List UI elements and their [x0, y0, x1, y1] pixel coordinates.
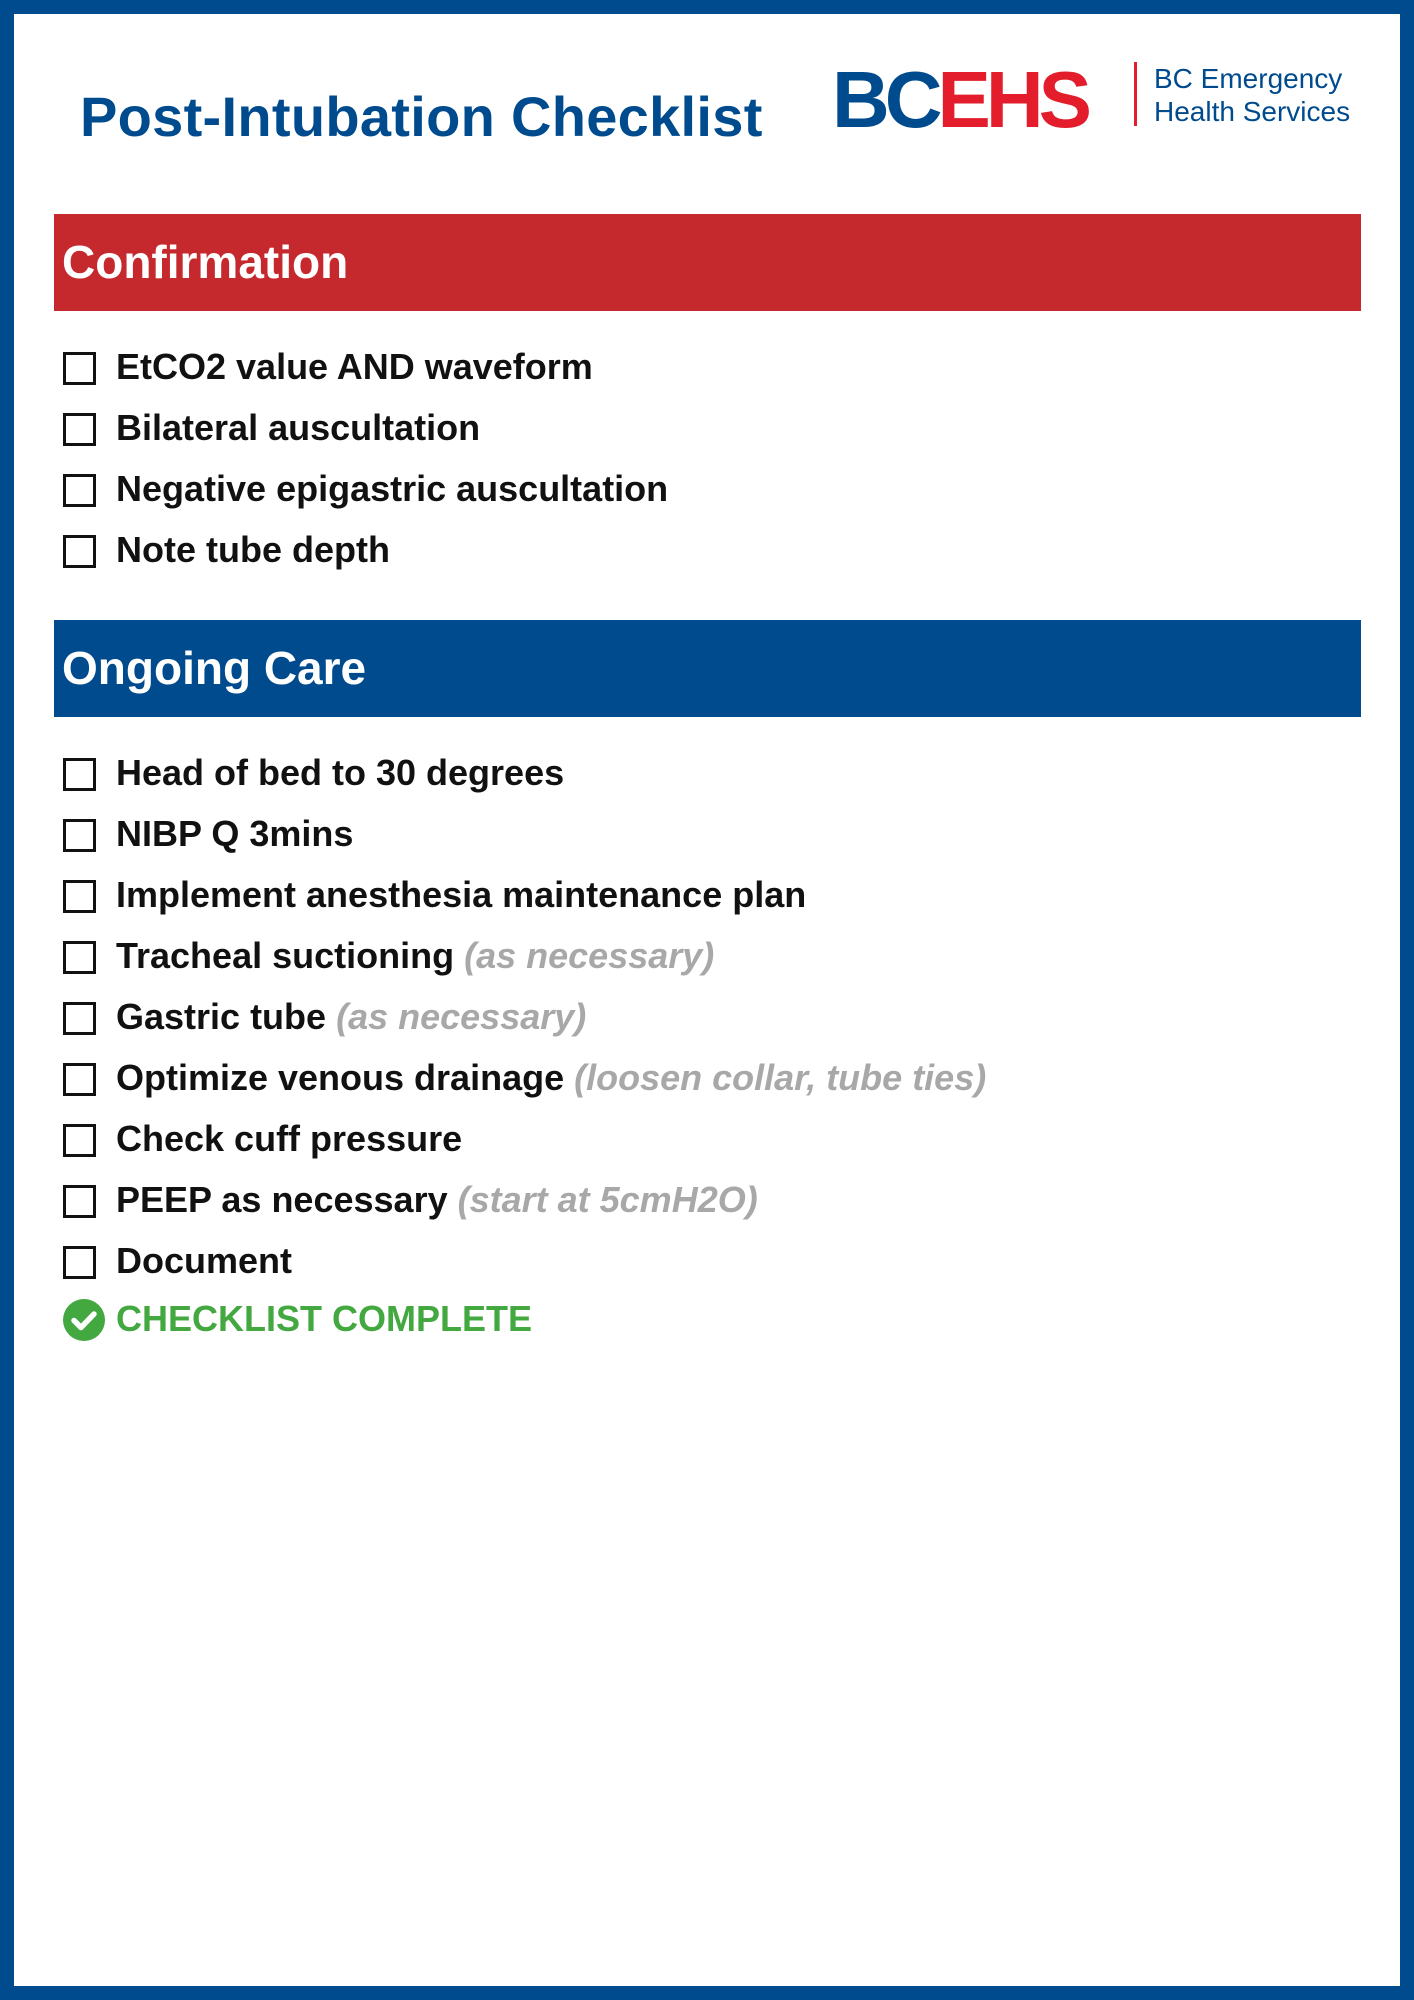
page-title: Post-Intubation Checklist: [80, 85, 763, 148]
logo-mark-ehs: EHS: [937, 55, 1088, 144]
checkbox[interactable]: [63, 1063, 96, 1096]
logo-mark-bc: BC: [832, 55, 938, 144]
checklist-item-label: PEEP as necessary: [116, 1179, 448, 1220]
checklist-item-text: [116, 994, 586, 1040]
checkbox[interactable]: [63, 413, 96, 446]
checklist-item-note: (as necessary): [336, 996, 587, 1037]
section-heading-ongoing-care: Ongoing Care: [54, 620, 1361, 717]
checklist-item-label: NIBP Q 3mins: [116, 813, 354, 854]
logo-text-line1: BC Emergency: [1154, 63, 1343, 94]
checkbox[interactable]: [63, 1185, 96, 1218]
checklist-item-label: Head of bed to 30 degrees: [116, 752, 565, 793]
checkbox[interactable]: [63, 941, 96, 974]
checklist-item-note: (start at 5cmH2O): [457, 1179, 758, 1220]
check-circle-icon: [63, 1299, 105, 1341]
checkbox[interactable]: [63, 758, 96, 791]
checklist-item-label: Check cuff pressure: [116, 1118, 463, 1159]
checklist-item-label: Note tube depth: [116, 529, 390, 570]
checklist-item-label: Optimize venous drainage: [116, 1057, 565, 1098]
checklist-item-note: (as necessary): [464, 935, 715, 976]
checklist-item-label: Document: [116, 1240, 293, 1281]
checklist-item-text: [116, 1055, 986, 1101]
logo-text-line2: Health Services: [1154, 96, 1351, 127]
checklist-item-label: Implement anesthesia maintenance plan: [116, 874, 807, 915]
checklist-item-text: [116, 933, 714, 979]
checklist-item-label: Tracheal suctioning: [116, 935, 455, 976]
checklist-item-label: Negative epigastric auscultation: [116, 468, 669, 509]
checkbox[interactable]: [63, 1246, 96, 1279]
checkbox[interactable]: [63, 474, 96, 507]
checkbox[interactable]: [63, 819, 96, 852]
checkbox[interactable]: [63, 1124, 96, 1157]
section-heading-confirmation: Confirmation: [54, 214, 1361, 311]
logo-mark: [832, 55, 1088, 144]
bcehs-logo: [832, 55, 1382, 144]
checkbox[interactable]: [63, 535, 96, 568]
checklist-item-note: (loosen collar, tube ties): [574, 1057, 987, 1098]
checkbox[interactable]: [63, 1002, 96, 1035]
logo-divider: [1134, 62, 1137, 126]
checklist-item-label: Bilateral auscultation: [116, 407, 481, 448]
checkbox[interactable]: [63, 352, 96, 385]
checklist-item-label: Gastric tube: [116, 996, 327, 1037]
checkbox[interactable]: [63, 880, 96, 913]
checklist-complete-label: CHECKLIST COMPLETE: [116, 1298, 533, 1339]
logo-text: [1154, 62, 1350, 128]
checklist-item-text: [116, 1177, 758, 1223]
checklist-item-label: EtCO2 value AND waveform: [116, 346, 593, 387]
